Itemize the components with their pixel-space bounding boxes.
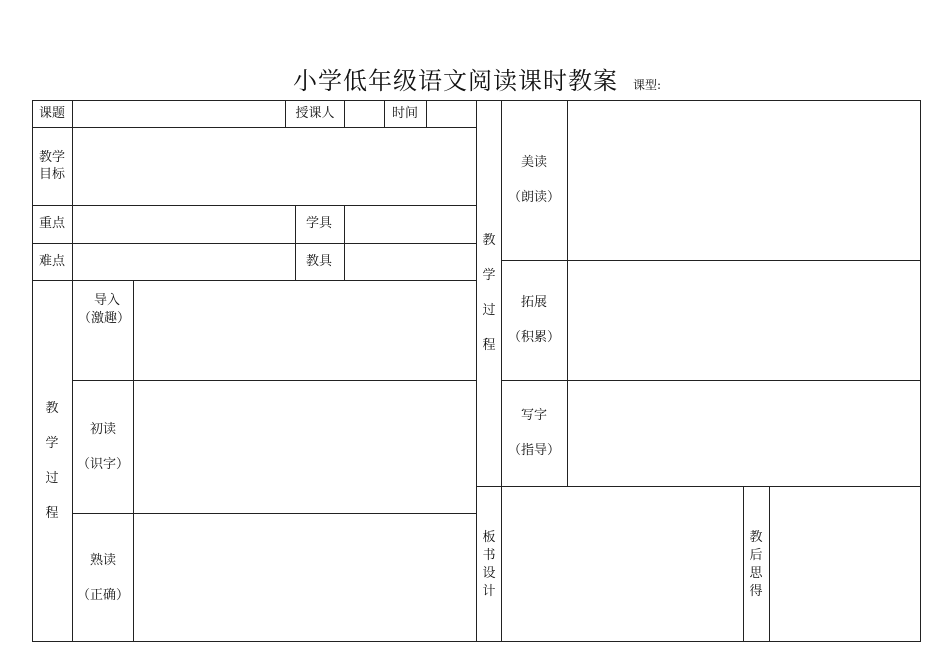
intro-input-cell[interactable] [134, 281, 476, 380]
board-design-char: 板 [482, 530, 496, 545]
objectives-label-line1: 教学 [38, 150, 66, 165]
tools-label: 学具 [305, 216, 333, 231]
first-read-input-cell[interactable] [134, 381, 476, 513]
process-char: 教 [482, 233, 496, 248]
col-divider [295, 205, 296, 281]
reflection-char: 得 [749, 584, 763, 599]
aids-label: 教具 [305, 254, 333, 269]
extend-label-line2: （积累） [507, 330, 561, 345]
process-label-left [45, 401, 58, 522]
extend-input-cell[interactable] [568, 261, 920, 380]
writing-input-cell[interactable] [568, 381, 920, 486]
process-char: 学 [45, 436, 59, 451]
reflection-char: 思 [749, 566, 763, 581]
board-design-char: 计 [482, 584, 496, 599]
board-design-char: 设 [482, 566, 496, 581]
col-divider [384, 100, 385, 128]
reflection-char: 教 [749, 530, 763, 545]
first-read-label-line2: （识字） [76, 457, 130, 472]
table-border-left [32, 100, 33, 642]
board-design-char: 书 [482, 548, 496, 563]
process-char: 过 [45, 471, 59, 486]
process-char: 程 [45, 506, 59, 521]
process-char: 学 [482, 268, 496, 283]
aids-input-cell[interactable] [345, 244, 476, 280]
intro-label-line2: （激趣） [77, 311, 131, 326]
process-char: 程 [482, 338, 496, 353]
reflection-char: 后 [749, 548, 763, 563]
time-label: 时间 [391, 106, 419, 121]
col-divider [285, 100, 286, 128]
course-type-label: 课型: [633, 78, 662, 92]
topic-input-cell[interactable] [73, 101, 285, 127]
key-points-input-cell[interactable] [73, 206, 295, 243]
process-char: 过 [482, 303, 496, 318]
board-design-input-cell[interactable] [502, 487, 743, 641]
familiar-read-label-line1: 熟读 [89, 553, 117, 568]
page-title: 小学低年级语文阅读课时教案 [293, 67, 618, 95]
time-input-cell[interactable] [427, 101, 476, 127]
topic-label: 课题 [38, 106, 66, 121]
col-divider [743, 486, 744, 642]
familiar-read-input-cell[interactable] [134, 514, 476, 641]
teacher-input-cell[interactable] [345, 101, 384, 127]
objectives-label-line2: 目标 [38, 167, 66, 182]
extend-label-line1: 拓展 [520, 295, 548, 310]
col-divider [476, 100, 477, 642]
tools-input-cell[interactable] [345, 206, 476, 243]
intro-label-line1: 导入 [93, 293, 121, 308]
difficulties-label: 难点 [38, 254, 66, 269]
process-label-right [482, 233, 495, 354]
table-border-right [920, 100, 921, 642]
reflection-input-cell[interactable] [770, 487, 920, 641]
first-read-label-line1: 初读 [89, 422, 117, 437]
board-design-label [482, 530, 495, 600]
beauty-read-label-line1: 美读 [520, 155, 548, 170]
writing-label-line2: （指导） [507, 443, 561, 458]
reflection-label [749, 530, 762, 600]
process-char: 教 [45, 401, 59, 416]
beauty-read-label-line2: （朗读） [507, 190, 561, 205]
teacher-label: 授课人 [295, 106, 335, 121]
difficulties-input-cell[interactable] [73, 244, 295, 280]
beauty-read-input-cell[interactable] [568, 101, 920, 260]
objectives-input-cell[interactable] [73, 128, 476, 205]
key-points-label: 重点 [38, 216, 66, 231]
familiar-read-label-line2: （正确） [76, 588, 130, 603]
writing-label-line1: 写字 [520, 408, 548, 423]
